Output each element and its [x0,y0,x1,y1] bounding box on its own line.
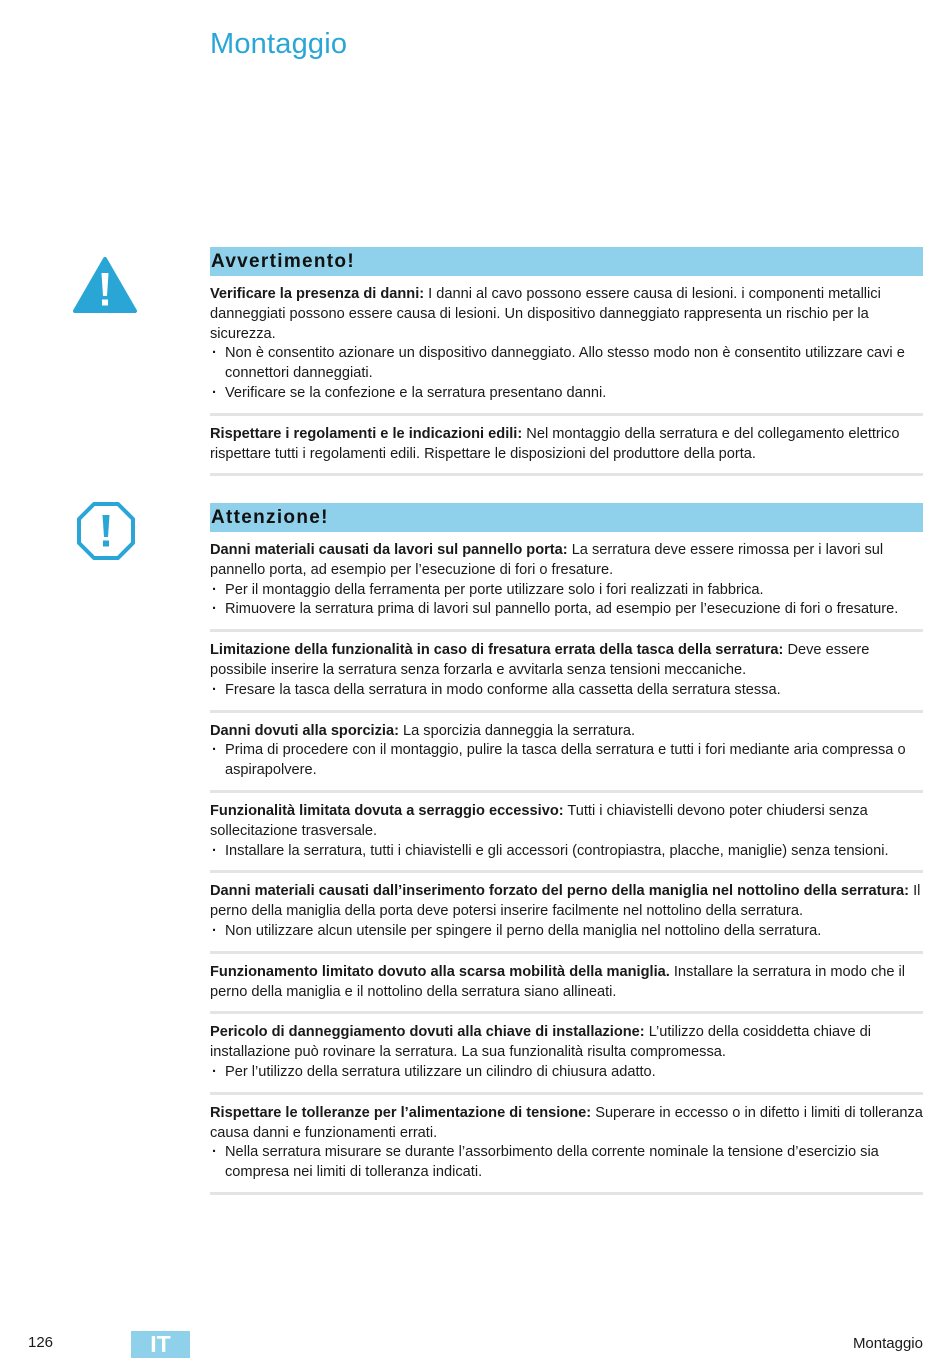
caution-octagon-icon [77,502,135,565]
block-paragraph [210,425,923,465]
bullet-item: · Prima di procedere con il montaggio, pulire la tasca della serratura e tutti i fori mediante aria compressa o aspirapolvere. [210,741,923,781]
text-block [210,954,923,1015]
warning-triangle-icon [72,256,138,319]
bullet-item: · Rimuovere la serratura prima di lavori sul pannello porta, ad esempio per l’esecuzione di fori o fresature. [210,600,923,620]
block-lead: Rispettare le tolleranze per l’alimentazione di tensione: [210,1104,592,1121]
block-paragraph [210,802,923,842]
page-title: Montaggio [210,28,348,60]
block-paragraph [210,722,923,742]
block-lead: Pericolo di danneggiamento dovuti alla chiave di installazione: [210,1024,645,1041]
block-paragraph [210,1023,923,1063]
block-text: Nel montaggio della serratura e del collegamento elettrico rispettare tutti i regolamenti edili. Rispettare le disposizioni del produttore della porta. [210,425,900,462]
block-text: Il perno della maniglia della porta deve potersi inserire facilmente nel nottolino della serratura. [210,883,921,920]
text-block [210,632,923,712]
warning-section [210,247,923,476]
text-block [210,713,923,793]
block-text: I danni al cavo possono essere causa di lesioni. i componenti metallici danneggiati possono essere causa di lesioni. Un dispositivo danneggiato rappresenta un rischio per la sicurezza. [210,286,881,342]
block-lead: Funzionamento limitato dovuto alla scarsa mobilità della maniglia. [210,963,670,980]
text-block [210,793,923,873]
block-paragraph [210,963,923,1003]
block-text: La sporcizia danneggia la serratura. [398,722,636,739]
text-block [210,276,923,416]
text-block [210,1095,923,1195]
caution-section [210,503,923,1195]
block-lead: Rispettare i regolamenti e le indicazioni edili: [210,425,523,442]
divider [210,473,923,476]
block-lead: Danni materiali causati da lavori sul pannello porta: [210,542,568,558]
block-lead: Limitazione della funzionalità in caso di fresatura errata della tasca della serratura: [210,642,784,659]
block-paragraph [210,882,923,922]
bullet-item: · Per l’utilizzo della serratura utilizzare un cilindro di chiusura adatto. [210,1063,923,1083]
text-block [210,1014,923,1094]
block-paragraph [210,541,923,581]
page-number: 126 [28,1334,54,1351]
divider [210,1192,923,1195]
block-lead: Funzionalità limitata dovuta a serraggio eccessivo: [210,802,564,819]
text-block [210,416,923,477]
warning-blocks [210,276,923,476]
bullet-item: · Per il montaggio della ferramenta per porte utilizzare solo i fori realizzati in fabbrica. [210,581,923,601]
caution-header: Attenzione! [210,503,923,532]
bullet-item: · Verificare se la confezione e la serratura presentano danni. [210,384,923,404]
text-block [210,873,923,953]
block-text: Superare in eccesso o in difetto i limiti di tolleranza causa danni e funzionamenti errati. [210,1104,923,1141]
footer-section-title: Montaggio [852,1335,923,1352]
block-paragraph [210,285,923,344]
block-text: Tutti i chiavistelli devono poter chiudersi senza sollecitazione trasversale. [210,802,868,839]
bullet-item: · Installare la serratura, tutti i chiavistelli e gli accessori (contropiastra, placche, maniglie) senza tensioni. [210,842,923,862]
bullet-item: · Non è consentito azionare un dispositivo danneggiato. Allo stesso modo non è consentito utilizzare cavi e connettori danneggiati. [210,344,923,384]
block-text: La serratura deve essere rimossa per i lavori sul pannello porta, ad esempio per l’esecuzione di fori o fresature. [210,542,884,578]
block-paragraph [210,1104,923,1144]
caution-blocks [210,532,923,1195]
bullet-item: · Nella serratura misurare se durante l’assorbimento della corrente nominale la tensione d’esercizio sia compresa nei limiti di tolleranza indicati. [210,1143,923,1183]
block-paragraph [210,641,923,681]
bullet-item: · Non utilizzare alcun utensile per spingere il perno della maniglia nel nottolino della serratura. [210,922,923,942]
block-lead: Danni materiali causati dall’inserimento forzato del perno della maniglia nel nottolino della serratura: [210,883,910,900]
block-lead: Danni dovuti alla sporcizia: [210,722,399,739]
text-block [210,532,923,632]
warning-header: Avvertimento! [210,247,923,276]
block-lead: Verificare la presenza di danni: [210,286,425,302]
block-text: Deve essere possibile inserire la serratura senza forzarla e avvitarla senza tensioni meccaniche. [210,642,870,678]
bullet-item: · Fresare la tasca della serratura in modo conforme alla cassetta della serratura stessa. [210,681,923,701]
block-text: Installare la serratura in modo che il perno della maniglia e il nottolino della serratura siano allineati. [210,963,906,1000]
language-badge: IT [131,1331,190,1358]
block-text: L’utilizzo della cosiddetta chiave di installazione può rovinare la serratura. La sua funzionalità risulta compromessa. [210,1024,871,1061]
